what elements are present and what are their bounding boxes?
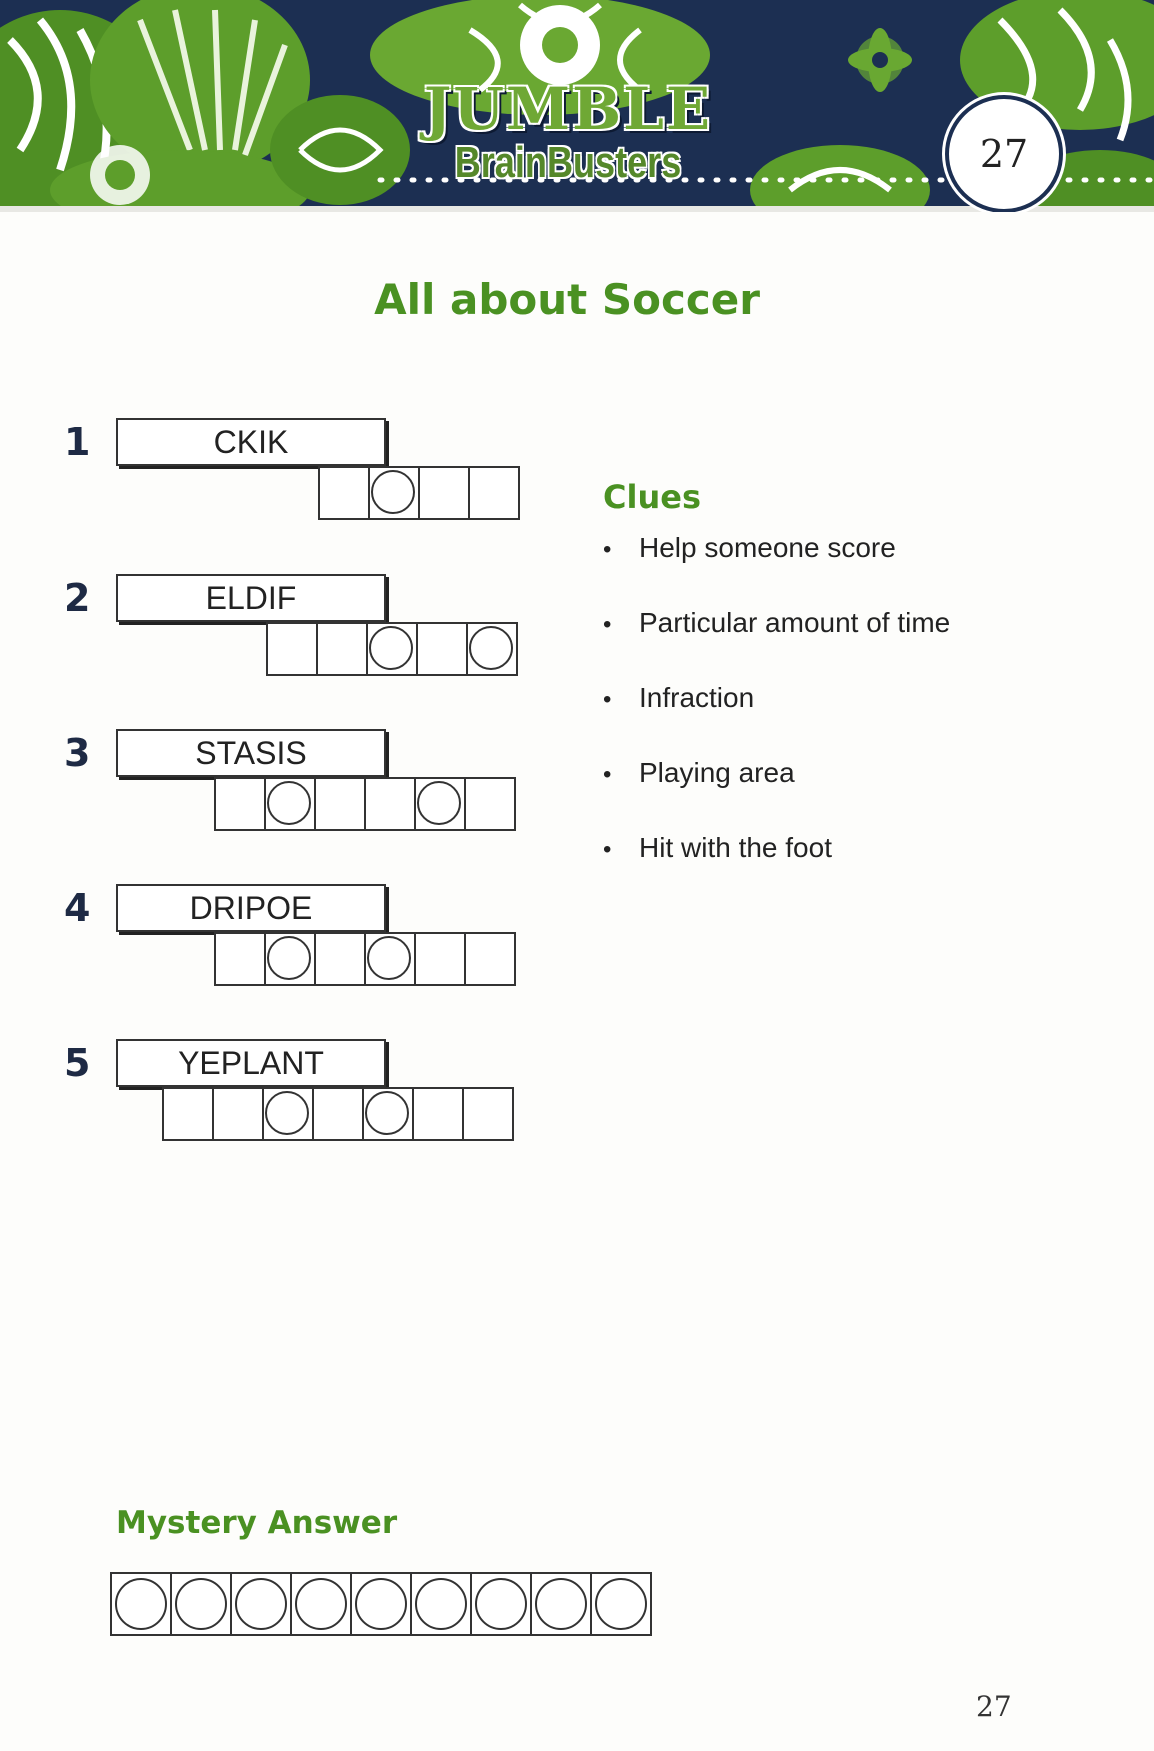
letter-box[interactable]	[162, 1087, 214, 1141]
letter-box[interactable]	[416, 622, 468, 676]
mystery-letter-box[interactable]	[110, 1572, 172, 1636]
letter-box[interactable]	[214, 932, 266, 986]
mystery-letter-box[interactable]	[230, 1572, 292, 1636]
clue-text: Particular amount of time	[639, 607, 951, 638]
letter-box[interactable]	[266, 622, 318, 676]
clue-item: • Hit with the foot	[603, 832, 832, 863]
logo-subtitle: BrainBusters	[454, 138, 682, 187]
page-number-badge: 27	[945, 95, 1063, 212]
clues-heading: Clues	[603, 478, 701, 516]
puzzle-number: 4	[64, 886, 91, 930]
answer-boxes	[320, 466, 520, 520]
puzzle-number: 2	[64, 576, 91, 620]
circled-letter-box[interactable]	[366, 622, 418, 676]
answer-boxes	[216, 777, 516, 831]
clue-item: • Particular amount of time	[603, 607, 951, 638]
circled-letter-box[interactable]	[368, 466, 420, 520]
puzzle-number: 3	[64, 731, 91, 775]
footer-page-number: 27	[976, 1690, 1012, 1723]
letter-box[interactable]	[464, 777, 516, 831]
clue-item: • Help someone score	[603, 532, 896, 563]
circled-letter-box[interactable]	[264, 777, 316, 831]
mystery-answer-heading: Mystery Answer	[116, 1505, 398, 1541]
circled-letter-box[interactable]	[364, 932, 416, 986]
puzzle-number: 1	[64, 420, 91, 464]
mystery-letter-box[interactable]	[470, 1572, 532, 1636]
clue-text: Help someone score	[639, 532, 896, 563]
letter-box[interactable]	[414, 932, 466, 986]
circled-letter-box[interactable]	[362, 1087, 414, 1141]
scrambled-word: YEPLANT	[116, 1039, 386, 1087]
clue-text: Infraction	[639, 682, 755, 713]
clue-item: • Infraction	[603, 682, 755, 713]
letter-box[interactable]	[464, 932, 516, 986]
letter-box[interactable]	[312, 1087, 364, 1141]
letter-box[interactable]	[412, 1087, 464, 1141]
scrambled-word: CKIK	[116, 418, 386, 466]
scrambled-word: ELDIF	[116, 574, 386, 622]
letter-box[interactable]	[316, 622, 368, 676]
letter-box[interactable]	[318, 466, 370, 520]
mystery-letter-box[interactable]	[170, 1572, 232, 1636]
letter-box[interactable]	[314, 777, 366, 831]
circled-letter-box[interactable]	[466, 622, 518, 676]
answer-boxes	[268, 622, 518, 676]
circled-letter-box[interactable]	[264, 932, 316, 986]
circled-letter-box[interactable]	[414, 777, 466, 831]
clue-list	[603, 532, 950, 907]
letter-box[interactable]	[314, 932, 366, 986]
logo	[408, 75, 728, 187]
scrambled-word: DRIPOE	[116, 884, 386, 932]
header-banner	[0, 0, 1154, 212]
logo-title: JUMBLE	[423, 75, 713, 143]
mystery-letter-box[interactable]	[530, 1572, 592, 1636]
letter-box[interactable]	[418, 466, 470, 520]
mystery-letter-box[interactable]	[350, 1572, 412, 1636]
answer-boxes	[164, 1087, 514, 1141]
puzzle-number: 5	[64, 1041, 91, 1085]
letter-box[interactable]	[212, 1087, 264, 1141]
page-title: All about Soccer	[374, 275, 760, 324]
letter-box[interactable]	[462, 1087, 514, 1141]
mystery-letter-box[interactable]	[290, 1572, 352, 1636]
clue-text: Playing area	[639, 757, 795, 788]
mystery-letter-box[interactable]	[590, 1572, 652, 1636]
letter-box[interactable]	[364, 777, 416, 831]
mystery-answer-boxes	[112, 1572, 652, 1636]
letter-box[interactable]	[214, 777, 266, 831]
mystery-letter-box[interactable]	[410, 1572, 472, 1636]
letter-box[interactable]	[468, 466, 520, 520]
scrambled-word: STASIS	[116, 729, 386, 777]
circled-letter-box[interactable]	[262, 1087, 314, 1141]
answer-boxes	[216, 932, 516, 986]
clue-text: Hit with the foot	[639, 832, 832, 863]
clue-item: • Playing area	[603, 757, 795, 788]
